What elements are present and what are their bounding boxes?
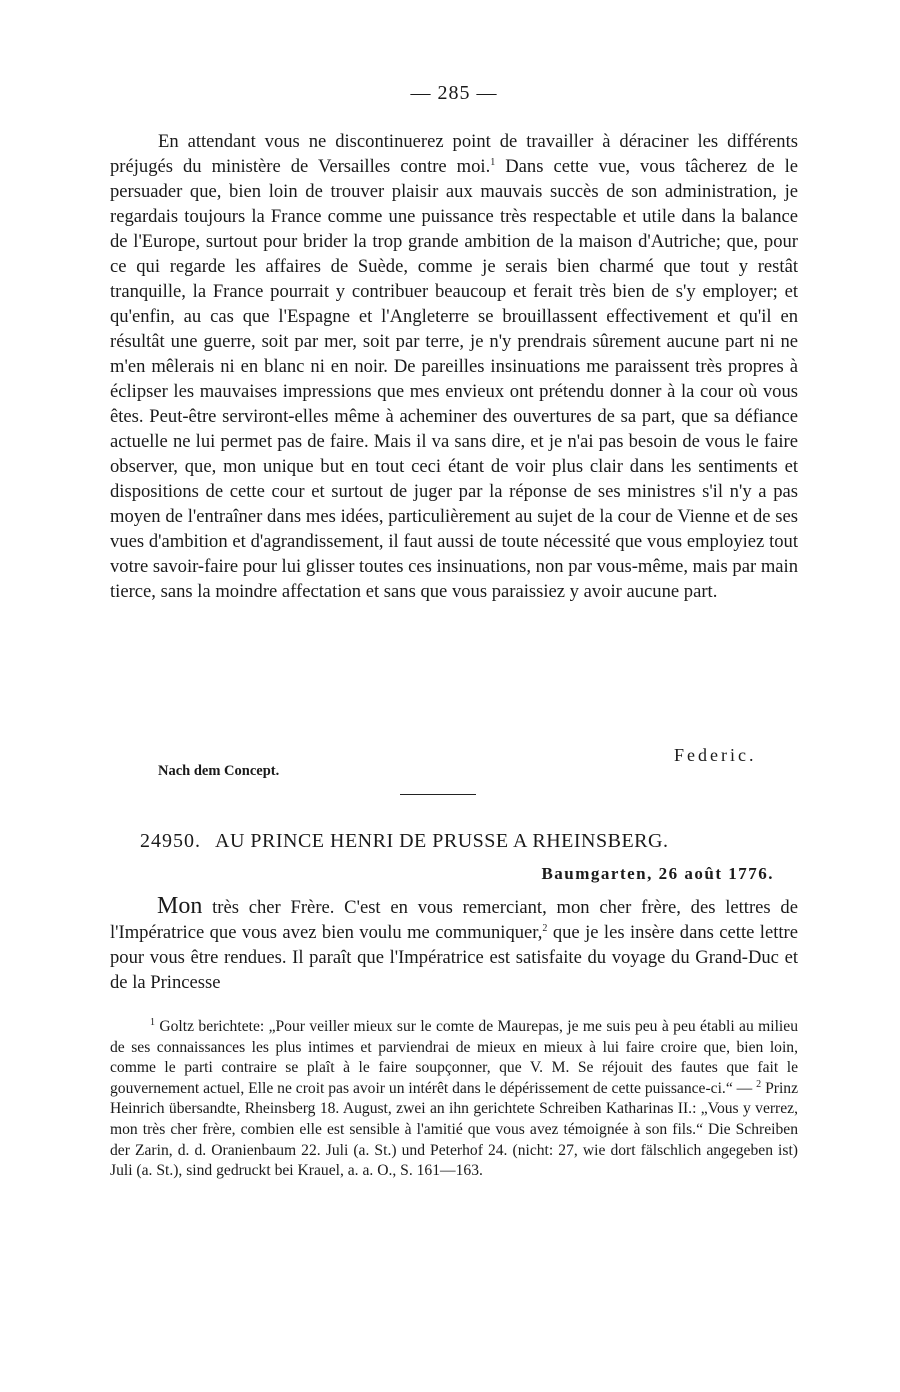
body-paragraph-text: En attendant vous ne discontinuerez point de travailler à déraciner les différents préjugés du ministère de Versailles contre moi. xyxy=(110,131,798,177)
body-paragraph-continued: Dans cette vue, vous tâcherez de le persuader que, bien loin de trouver plaisir aux mauvais succès de son administration, je regardais toujours la France comme une puissance très respectable et utile dans la balance de l'Europe, surtout pour brider la trop grande ambition de la maison d'Autriche; que, pour ce qui regarde les affaires de Suède, comme je serais bien charmé que tout y restât tranquille, la France pourrait y contribuer beaucoup et ferait très bien de s'y employer; et qu'enfin, au cas que l'Espagne et l'Angleterre se brouillassent effectivement et qu'il en résultât une guerre, soit par mer, soit par terre, je n'y prendrais sûrement aucune part ni ne m'en mêlerais ni en blanc ni en noir. De pareilles insinuations me paraissent très propres à éclipser les mauvaises impressions que mes envieux ont prétendu donner à la cour où vous êtes. Peut-être serviront-elles même à acheminer des ouvertures de sa part, que sa défiance actuelle ne lui permet pas de faire. Mais il va sans dire, et je n'ai pas besoin de vous le faire observer, que, mon unique but en tout ceci étant de voir plus clair dans les sentiments et dispositions de cette cour et surtout de juger par la réponse de ses ministres s'il n'y a pas moyen de l'entraîner dans mes idées, particulièrement au sujet de la cour de Vienne et de ses vues d'ambition et d'agrandissement, il faut aussi de toute nécessité que vous employiez tout votre savoir-faire pour lui glisser toutes ces insinuations, non par vous-même, mais par main tierce, sans la moindre affectation et sans que vous paraissiez y avoir aucune part. xyxy=(110,156,799,602)
footnote-ref-2: 2 xyxy=(542,922,548,934)
page-number: — 285 — xyxy=(410,82,498,104)
letter-dateline: Baumgarten, 26 août 1776. xyxy=(541,864,774,883)
letter-text-continued: que je les insère dans cette lettre pour vous être rendues. Il paraît que l'Impératrice est satisfaite du voyage du Grand-Duc et de la Princesse xyxy=(110,922,798,993)
footnote-marker-2: 2 xyxy=(756,1078,762,1090)
signature: Federic. xyxy=(674,745,757,765)
footnote-marker-1: 1 xyxy=(150,1016,155,1028)
footnote-text-2: Prinz Heinrich übersandte, Rheinsberg 18. August, zwei an ihn gerichtete Schreiben Katharinas II.: „Vous y verrez, mon très cher frère, combien elle est sensible à l'amitié que vous avez témoignée à son fils.“ Die Schreiben der Zarin, d. d. Oranienbaum 22. Juli (a. St.) und Peterhof 24. (nicht: 27, wie dort fälschlich angegeben ist) Juli (a. St.), sind gedruckt bei Krauel, a. a. O., S. 161—163. xyxy=(110,1079,799,1180)
letter-opening-word: Mon xyxy=(157,893,203,919)
letter-number: 24950. xyxy=(140,830,201,852)
letter-paragraph xyxy=(110,894,798,995)
letter-heading xyxy=(140,830,790,853)
footnote-ref-1: 1 xyxy=(490,156,496,168)
letter-title: AU PRINCE HENRI DE PRUSSE A RHEINSBERG. xyxy=(215,830,669,852)
body-paragraph xyxy=(110,129,798,604)
section-divider xyxy=(400,794,476,795)
letter-text: très cher Frère. C'est en vous remerciant, mon cher frère, des lettres de l'Impératrice que vous avez bien voulu me communiquer, xyxy=(110,897,798,943)
source-note: Nach dem Concept. xyxy=(158,763,280,779)
footnotes xyxy=(110,1017,798,1182)
footnote-text-1: Goltz berichtete: „Pour veiller mieux sur le comte de Maurepas, je me suis peu à peu établi au milieu de ses connaissances les plus intimes et parviendrai de mieux en mieux à lui faire croire que, bien loin, comme le parti contraire se plaît à le faire soupçonner, que V. M. Se réjouit des fautes que fait le gouvernement actuel, Elle ne croit pas avoir un intérêt dans le dépérissement de cette puissance-ci.“ — xyxy=(110,1018,798,1097)
